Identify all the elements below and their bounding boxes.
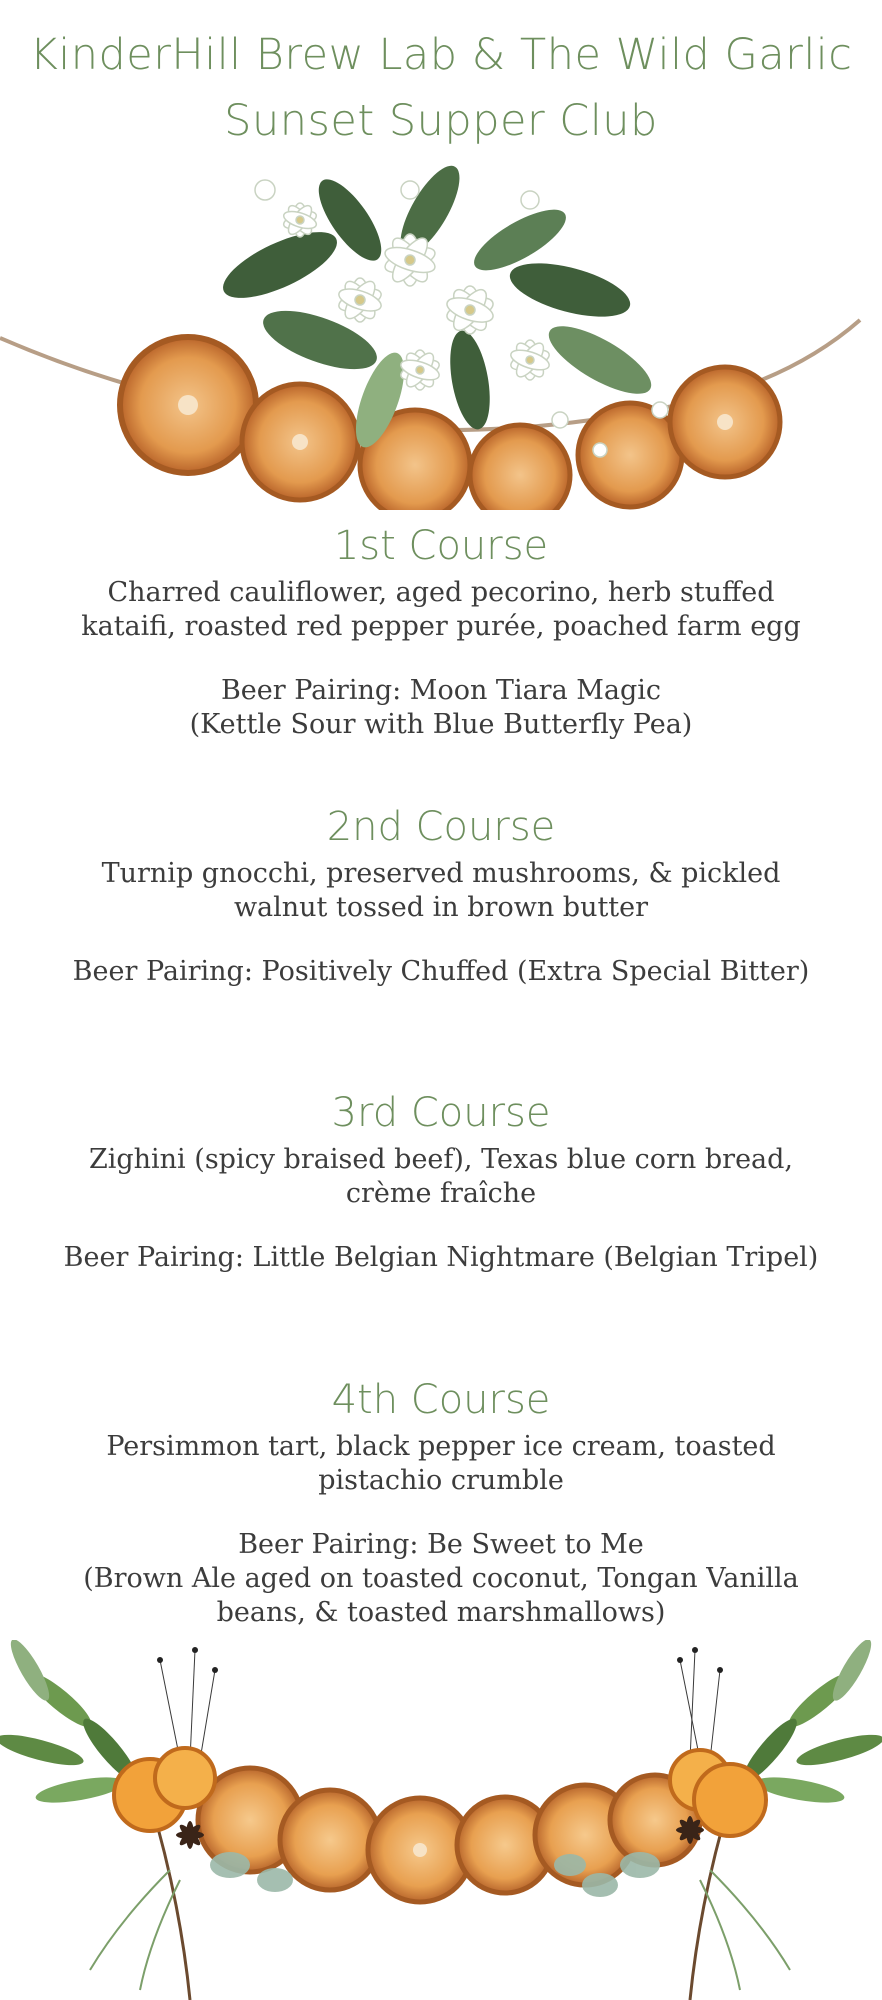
course-4-pairing <box>60 1528 822 1630</box>
left-foliage <box>0 1640 218 2000</box>
menu-title-line2: Sunset Supper Club <box>224 96 658 146</box>
course-2-pairing-line1: Beer Pairing: Positively Chuffed (Extra Special Bitter) <box>72 956 810 987</box>
course-3 <box>60 1089 822 1275</box>
dried-orange-eucalyptus-garland-illustration <box>0 1640 882 2000</box>
orange-blossom-garland-illustration <box>0 160 882 510</box>
course-2-dish <box>60 857 822 925</box>
course-3-title: 3rd Course <box>331 1090 551 1136</box>
course-3-dish-line1: Zighini (spicy braised beef), Texas blue corn bread, <box>88 1144 794 1175</box>
course-4-dish-line1: Persimmon tart, black pepper ice cream, toasted <box>106 1431 776 1462</box>
course-4-pairing-line3: beans, & toasted marshmallows) <box>216 1597 666 1628</box>
course-1 <box>60 522 822 742</box>
dried-orange-slices <box>120 337 780 510</box>
course-1-pairing-line2: (Kettle Sour with Blue Butterfly Pea) <box>189 709 693 740</box>
course-2-dish-line1: Turnip gnocchi, preserved mushrooms, & pickled <box>101 858 781 889</box>
course-1-pairing-line1: Beer Pairing: Moon Tiara Magic <box>220 675 662 706</box>
course-1-dish <box>60 576 822 644</box>
course-4-title: 4th Course <box>331 1377 551 1423</box>
course-1-title: 1st Course <box>333 523 549 569</box>
menu-title-line1: KinderHill Brew Lab & The Wild Garlic <box>29 30 853 80</box>
course-4-pairing-line1: Beer Pairing: Be Sweet to Me <box>238 1529 644 1560</box>
course-1-dish-line2: kataifi, roasted red pepper purée, poached farm egg <box>81 611 801 642</box>
course-2-dish-line2: walnut tossed in brown butter <box>233 892 649 923</box>
course-1-dish-line1: Charred cauliflower, aged pecorino, herb stuffed <box>107 577 775 608</box>
course-3-pairing <box>60 1241 822 1275</box>
course-3-dish <box>60 1143 822 1211</box>
course-4-pairing-line2: (Brown Ale aged on toasted coconut, Tongan Vanilla <box>83 1563 799 1594</box>
course-3-pairing-line1: Beer Pairing: Little Belgian Nightmare (Belgian Tripel) <box>63 1242 819 1273</box>
course-4 <box>60 1376 822 1630</box>
course-3-dish-line2: crème fraîche <box>345 1178 537 1209</box>
course-2 <box>60 803 822 989</box>
course-2-pairing <box>60 955 822 989</box>
course-2-title: 2nd Course <box>326 804 556 850</box>
course-4-dish-line2: pistachio crumble <box>318 1465 564 1496</box>
course-4-dish <box>60 1430 822 1498</box>
course-1-pairing <box>60 674 822 742</box>
